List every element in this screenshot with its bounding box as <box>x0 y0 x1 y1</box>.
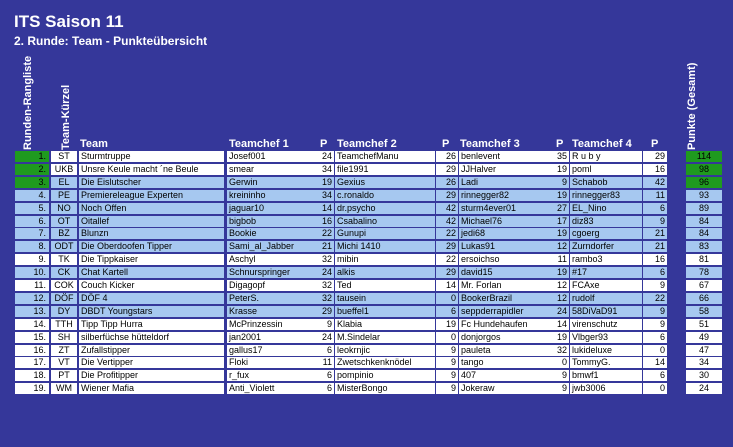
teamchef2-cell: file1991 <box>335 164 435 175</box>
rank-cell: 3. <box>15 177 49 188</box>
teamchef2-cell: Klabia <box>335 319 435 330</box>
points3-cell: 19 <box>554 164 569 175</box>
team-code-cell: PT <box>51 370 77 381</box>
team-name-cell: Oitallef <box>79 216 224 227</box>
total-points-cell: 83 <box>686 241 722 252</box>
table-row <box>0 370 733 381</box>
points4-cell: 14 <box>643 357 667 368</box>
rank-cell: 19. <box>15 383 49 394</box>
total-points-cell: 66 <box>686 293 722 304</box>
team-name-cell: Premiereleague Experten <box>79 190 224 201</box>
points3-cell: 14 <box>554 319 569 330</box>
rank-cell: 15. <box>15 332 49 343</box>
total-points-cell: 30 <box>686 370 722 381</box>
team-code-cell: COK <box>51 280 77 291</box>
teamchef4-cell: lukideluxe <box>570 345 642 356</box>
points1-cell: 34 <box>317 164 334 175</box>
points1-cell: 24 <box>317 267 334 278</box>
total-points-cell: 114 <box>686 151 722 162</box>
points2-cell: 6 <box>436 306 458 317</box>
team-name-cell: Chat Kartell <box>79 267 224 278</box>
rank-cell: 10. <box>15 267 49 278</box>
teamchef1-cell: Gerwin <box>227 177 317 188</box>
points3-cell: 12 <box>554 293 569 304</box>
teamchef4-cell: poml <box>570 164 642 175</box>
teamchef1-cell: Digagopf <box>227 280 317 291</box>
team-name-cell: Die Vertipper <box>79 357 224 368</box>
page-title: ITS Saison 11 <box>14 12 124 31</box>
teamchef2-cell: dr.psycho <box>335 203 435 214</box>
table-row <box>0 177 733 188</box>
team-code-cell: ODT <box>51 241 77 252</box>
points3-cell: 9 <box>554 177 569 188</box>
points1-cell: 6 <box>317 383 334 394</box>
team-name-cell: Couch Kicker <box>79 280 224 291</box>
teamchef2-cell: Zwetschkenknödel <box>335 357 435 368</box>
points1-cell: 32 <box>317 293 334 304</box>
points3-cell: 35 <box>554 151 569 162</box>
teamchef3-cell: pauleta <box>459 345 554 356</box>
points2-cell: 29 <box>436 164 458 175</box>
teamchef4-cell: bmwf1 <box>570 370 642 381</box>
teamchef1-cell: kreininho <box>227 190 317 201</box>
teamchef4-cell: FCAxe <box>570 280 642 291</box>
points3-cell: 11 <box>554 254 569 265</box>
points1-cell: 16 <box>317 216 334 227</box>
points3-cell: 9 <box>554 383 569 394</box>
table-row <box>0 383 733 394</box>
rank-cell: 4. <box>15 190 49 201</box>
team-code-cell: ST <box>51 151 77 162</box>
header-code: Team-Kürzel <box>60 84 72 150</box>
teamchef1-cell: gallus17 <box>227 345 317 356</box>
table-row <box>0 190 733 201</box>
points4-cell: 0 <box>643 345 667 356</box>
team-name-cell: Tipp Tipp Hurra <box>79 319 224 330</box>
points1-cell: 22 <box>317 228 334 239</box>
rank-cell: 7. <box>15 228 49 239</box>
points4-cell: 11 <box>643 190 667 201</box>
points4-cell: 16 <box>643 254 667 265</box>
teamchef1-cell: Aschyl <box>227 254 317 265</box>
total-points-cell: 98 <box>686 164 722 175</box>
points2-cell: 19 <box>436 319 458 330</box>
points1-cell: 6 <box>317 370 334 381</box>
teamchef2-cell: c.ronaldo <box>335 190 435 201</box>
teamchef1-cell: jaguar10 <box>227 203 317 214</box>
points4-cell: 6 <box>643 370 667 381</box>
teamchef4-cell: diz83 <box>570 216 642 227</box>
teamchef3-cell: tango <box>459 357 554 368</box>
points4-cell: 9 <box>643 306 667 317</box>
rank-cell: 6. <box>15 216 49 227</box>
points4-cell: 6 <box>643 203 667 214</box>
table-row <box>0 357 733 368</box>
points3-cell: 9 <box>554 370 569 381</box>
table-row <box>0 164 733 175</box>
team-name-cell: Noch Offen <box>79 203 224 214</box>
teamchef1-cell: McPrinzessin <box>227 319 317 330</box>
teamchef4-cell: Vlbger93 <box>570 332 642 343</box>
total-points-cell: 24 <box>686 383 722 394</box>
total-points-cell: 93 <box>686 190 722 201</box>
team-code-cell: NO <box>51 203 77 214</box>
teamchef3-cell: sturm4ever01 <box>459 203 554 214</box>
teamchef3-cell: ersoichso <box>459 254 554 265</box>
total-points-cell: 34 <box>686 357 722 368</box>
rank-cell: 2. <box>15 164 49 175</box>
header-p1: P <box>320 138 328 150</box>
table-row <box>0 203 733 214</box>
points1-cell: 6 <box>317 345 334 356</box>
teamchef4-cell: TommyG. <box>570 357 642 368</box>
points2-cell: 9 <box>436 357 458 368</box>
teamchef1-cell: Floki <box>227 357 317 368</box>
teamchef4-cell: Zurndorfer <box>570 241 642 252</box>
page-subtitle: 2. Runde: Team - Punkteübersicht <box>14 34 208 48</box>
team-name-cell: Wiener Mafia <box>79 383 224 394</box>
teamchef3-cell: benlevent <box>459 151 554 162</box>
header-team: Team <box>80 138 108 150</box>
points4-cell: 42 <box>643 177 667 188</box>
points2-cell: 9 <box>436 370 458 381</box>
team-name-cell: Blunzn <box>79 228 224 239</box>
points1-cell: 24 <box>317 151 334 162</box>
table-row <box>0 293 733 304</box>
team-code-cell: PE <box>51 190 77 201</box>
teamchef2-cell: MisterBongo <box>335 383 435 394</box>
teamchef3-cell: BookerBrazil <box>459 293 554 304</box>
table-row <box>0 216 733 227</box>
header-teamchef4: Teamchef 4 <box>572 138 632 150</box>
points2-cell: 29 <box>436 190 458 201</box>
points3-cell: 19 <box>554 267 569 278</box>
teamchef1-cell: Josef001 <box>227 151 317 162</box>
header-p2: P <box>442 138 450 150</box>
points4-cell: 16 <box>643 164 667 175</box>
teamchef3-cell: rinnegger82 <box>459 190 554 201</box>
team-name-cell: Sturmtruppe <box>79 151 224 162</box>
points2-cell: 26 <box>436 177 458 188</box>
teamchef2-cell: Gunupi <box>335 228 435 239</box>
teamchef1-cell: Bookie <box>227 228 317 239</box>
teamchef4-cell: EL_Nino <box>570 203 642 214</box>
teamchef3-cell: 407 <box>459 370 554 381</box>
team-code-cell: UKB <box>51 164 77 175</box>
total-points-cell: 49 <box>686 332 722 343</box>
teamchef1-cell: PeterS. <box>227 293 317 304</box>
teamchef3-cell: jedi68 <box>459 228 554 239</box>
team-name-cell: DBDT Youngstars <box>79 306 224 317</box>
points4-cell: 9 <box>643 280 667 291</box>
teamchef3-cell: Mr. Forlan <box>459 280 554 291</box>
teamchef1-cell: Sami_al_Jabber <box>227 241 317 252</box>
header-teamchef3: Teamchef 3 <box>460 138 520 150</box>
points3-cell: 19 <box>554 332 569 343</box>
points3-cell: 12 <box>554 280 569 291</box>
table-row <box>0 151 733 162</box>
header-teamchef1: Teamchef 1 <box>229 138 289 150</box>
total-points-cell: 89 <box>686 203 722 214</box>
team-name-cell: Zufallstipper <box>79 345 224 356</box>
teamchef2-cell: pompinio <box>335 370 435 381</box>
total-points-cell: 47 <box>686 345 722 356</box>
teamchef3-cell: JJHalver <box>459 164 554 175</box>
points3-cell: 12 <box>554 241 569 252</box>
points1-cell: 11 <box>317 357 334 368</box>
team-name-cell: DÖF 4 <box>79 293 224 304</box>
points2-cell: 42 <box>436 216 458 227</box>
table-row <box>0 306 733 317</box>
teamchef4-cell: virenschutz <box>570 319 642 330</box>
total-points-cell: 84 <box>686 228 722 239</box>
table-row <box>0 280 733 291</box>
teamchef2-cell: Gexius <box>335 177 435 188</box>
teamchef2-cell: tausein <box>335 293 435 304</box>
points4-cell: 6 <box>643 267 667 278</box>
points2-cell: 22 <box>436 228 458 239</box>
points3-cell: 32 <box>554 345 569 356</box>
header-teamchef2: Teamchef 2 <box>337 138 397 150</box>
teamchef1-cell: smear <box>227 164 317 175</box>
points1-cell: 9 <box>317 319 334 330</box>
points4-cell: 21 <box>643 228 667 239</box>
teamchef2-cell: leokrnjic <box>335 345 435 356</box>
points1-cell: 14 <box>317 203 334 214</box>
points1-cell: 32 <box>317 254 334 265</box>
points3-cell: 27 <box>554 203 569 214</box>
team-code-cell: EL <box>51 177 77 188</box>
rank-cell: 12. <box>15 293 49 304</box>
teamchef1-cell: bigbob <box>227 216 317 227</box>
team-code-cell: TTH <box>51 319 77 330</box>
points1-cell: 21 <box>317 241 334 252</box>
points2-cell: 0 <box>436 332 458 343</box>
team-code-cell: BZ <box>51 228 77 239</box>
rank-cell: 14. <box>15 319 49 330</box>
points1-cell: 34 <box>317 190 334 201</box>
points3-cell: 19 <box>554 228 569 239</box>
team-code-cell: SH <box>51 332 77 343</box>
teamchef4-cell: jwb3006 <box>570 383 642 394</box>
rank-cell: 17. <box>15 357 49 368</box>
points2-cell: 0 <box>436 293 458 304</box>
teamchef4-cell: Schabob <box>570 177 642 188</box>
teamchef2-cell: bueffel1 <box>335 306 435 317</box>
points2-cell: 14 <box>436 280 458 291</box>
team-code-cell: DY <box>51 306 77 317</box>
points1-cell: 29 <box>317 306 334 317</box>
points4-cell: 6 <box>643 332 667 343</box>
teamchef2-cell: Csabalino <box>335 216 435 227</box>
teamchef1-cell: r_fux <box>227 370 317 381</box>
teamchef4-cell: cgoerg <box>570 228 642 239</box>
team-name-cell: silberfüchse hütteldorf <box>79 332 224 343</box>
points4-cell: 22 <box>643 293 667 304</box>
points4-cell: 9 <box>643 319 667 330</box>
teamchef1-cell: Krasse <box>227 306 317 317</box>
teamchef1-cell: jan2001 <box>227 332 317 343</box>
team-code-cell: TK <box>51 254 77 265</box>
team-name-cell: Unsre Keule macht ´ne Beule <box>79 164 224 175</box>
points2-cell: 9 <box>436 383 458 394</box>
teamchef2-cell: TeamchefManu <box>335 151 435 162</box>
teamchef3-cell: Michael76 <box>459 216 554 227</box>
points2-cell: 9 <box>436 345 458 356</box>
table-row <box>0 319 733 330</box>
team-name-cell: Die Eislutscher <box>79 177 224 188</box>
total-points-cell: 78 <box>686 267 722 278</box>
points2-cell: 22 <box>436 254 458 265</box>
teamchef3-cell: Jokeraw <box>459 383 554 394</box>
team-code-cell: OT <box>51 216 77 227</box>
team-code-cell: CK <box>51 267 77 278</box>
teamchef2-cell: Ted <box>335 280 435 291</box>
header-p4: P <box>651 138 659 150</box>
total-points-cell: 81 <box>686 254 722 265</box>
rank-cell: 1. <box>15 151 49 162</box>
points1-cell: 32 <box>317 280 334 291</box>
teamchef3-cell: Ladi <box>459 177 554 188</box>
teamchef2-cell: alkis <box>335 267 435 278</box>
points3-cell: 17 <box>554 216 569 227</box>
points2-cell: 26 <box>436 151 458 162</box>
teamchef1-cell: Anti_Violett <box>227 383 317 394</box>
table-row <box>0 267 733 278</box>
points3-cell: 19 <box>554 190 569 201</box>
points2-cell: 29 <box>436 241 458 252</box>
team-code-cell: DÖF <box>51 293 77 304</box>
points1-cell: 19 <box>317 177 334 188</box>
points4-cell: 29 <box>643 151 667 162</box>
rank-cell: 8. <box>15 241 49 252</box>
table-row <box>0 241 733 252</box>
teamchef3-cell: seppderrapidler <box>459 306 554 317</box>
header-rank: Runden-Rangliste <box>22 55 34 150</box>
teamchef4-cell: rambo3 <box>570 254 642 265</box>
points2-cell: 29 <box>436 267 458 278</box>
teamchef2-cell: mibin <box>335 254 435 265</box>
header-p3: P <box>556 138 564 150</box>
rank-cell: 9. <box>15 254 49 265</box>
rank-cell: 13. <box>15 306 49 317</box>
table-row <box>0 228 733 239</box>
total-points-cell: 51 <box>686 319 722 330</box>
teamchef3-cell: donjorgos <box>459 332 554 343</box>
team-name-cell: Die Tippkaiser <box>79 254 224 265</box>
total-points-cell: 58 <box>686 306 722 317</box>
team-code-cell: VT <box>51 357 77 368</box>
teamchef4-cell: rinnegger83 <box>570 190 642 201</box>
teamchef3-cell: Lukas91 <box>459 241 554 252</box>
teamchef4-cell: R u b y <box>570 151 642 162</box>
points1-cell: 24 <box>317 332 334 343</box>
rank-cell: 11. <box>15 280 49 291</box>
table-row <box>0 332 733 343</box>
team-code-cell: ZT <box>51 345 77 356</box>
teamchef3-cell: david15 <box>459 267 554 278</box>
table-row <box>0 254 733 265</box>
total-points-cell: 96 <box>686 177 722 188</box>
table-row <box>0 345 733 356</box>
header-total: Punkte (Gesamt) <box>686 62 698 150</box>
team-name-cell: Die Oberdoofen Tipper <box>79 241 224 252</box>
rank-cell: 5. <box>15 203 49 214</box>
teamchef1-cell: Schnurspringer <box>227 267 317 278</box>
points4-cell: 21 <box>643 241 667 252</box>
teamchef3-cell: Fc Hundehaufen <box>459 319 554 330</box>
teamchef4-cell: rudolf <box>570 293 642 304</box>
rank-cell: 16. <box>15 345 49 356</box>
total-points-cell: 84 <box>686 216 722 227</box>
points3-cell: 24 <box>554 306 569 317</box>
teamchef2-cell: Michi 1410 <box>335 241 435 252</box>
points3-cell: 0 <box>554 357 569 368</box>
points4-cell: 0 <box>643 383 667 394</box>
points2-cell: 42 <box>436 203 458 214</box>
total-points-cell: 67 <box>686 280 722 291</box>
team-name-cell: Die Profitipper <box>79 370 224 381</box>
rank-cell: 18. <box>15 370 49 381</box>
teamchef4-cell: 58DiVaD91 <box>570 306 642 317</box>
teamchef4-cell: #17 <box>570 267 642 278</box>
points4-cell: 9 <box>643 216 667 227</box>
team-code-cell: WM <box>51 383 77 394</box>
teamchef2-cell: M.Sindelar <box>335 332 435 343</box>
